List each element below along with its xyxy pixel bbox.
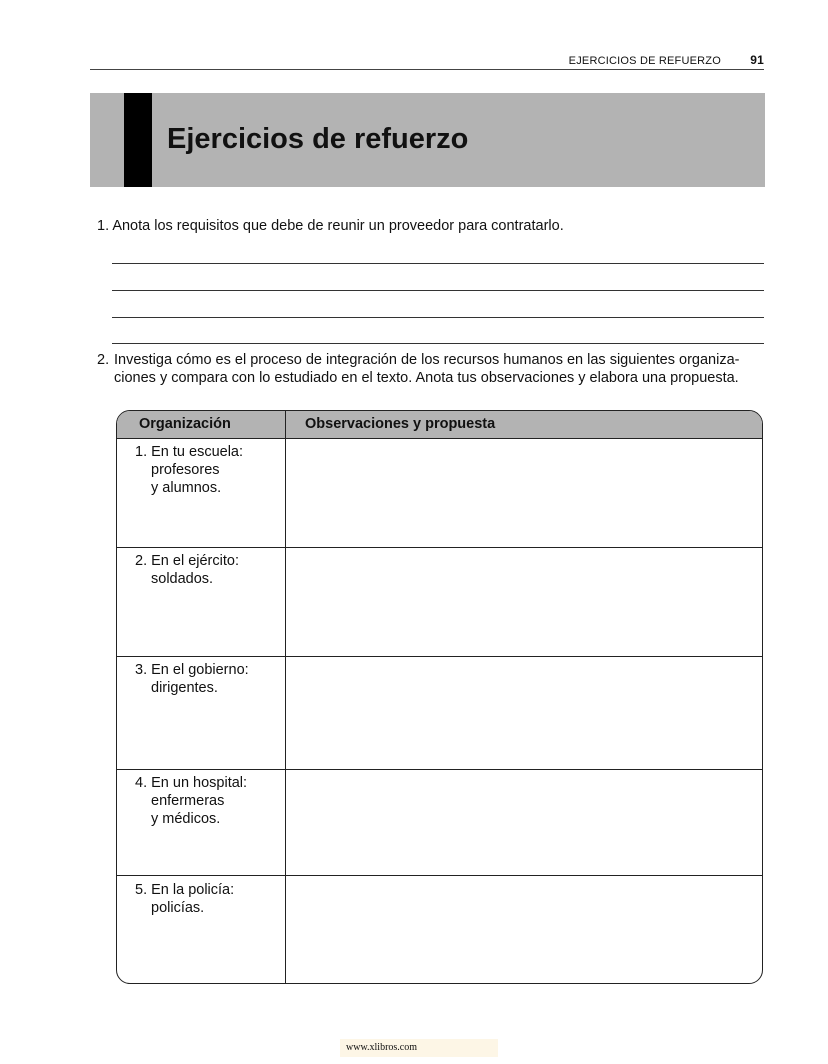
organization-table: [116, 410, 763, 984]
column-header-observations: Observaciones y propuesta: [305, 416, 496, 432]
question-2: [97, 351, 769, 387]
footer-watermark: www.xlibros.com: [340, 1039, 498, 1057]
answer-cell-school[interactable]: [287, 440, 762, 546]
organization-cell-army: [135, 552, 280, 588]
page-number: 91: [750, 53, 764, 67]
cell-line: policías.: [151, 900, 205, 916]
question-2-text: Investiga cómo es el proceso de integración de los recursos humanos en las siguientes organiza-ciones y compara con lo estudiado en el texto. Anota tus observaciones y elabora una propuesta.: [114, 352, 740, 386]
banner-accent-bar: [124, 93, 152, 187]
answer-line[interactable]: [112, 343, 764, 344]
section-title: EJERCICIOS DE REFUERZO: [568, 55, 721, 67]
cell-line: 3. En el gobierno:: [135, 662, 249, 678]
column-header-organization: Organización: [139, 416, 231, 432]
question-2-number: 2.: [97, 352, 110, 368]
answer-cell-army[interactable]: [287, 548, 762, 655]
organization-cell-government: [135, 661, 280, 697]
title-banner: [90, 93, 765, 187]
question-1: 1. Anota los requisitos que debe de reunir un proveedor para contratarlo.: [97, 218, 564, 234]
table-header: [117, 411, 762, 439]
answer-line[interactable]: [112, 317, 764, 318]
cell-line: enfermeras: [151, 793, 225, 809]
cell-line: 2. En el ejército:: [135, 553, 239, 569]
cell-line: soldados.: [151, 571, 214, 587]
cell-line: 1. En tu escuela:: [135, 444, 244, 460]
answer-line[interactable]: [112, 290, 764, 291]
answer-line[interactable]: [112, 263, 764, 264]
organization-cell-hospital: [135, 774, 280, 828]
column-divider: [285, 411, 286, 983]
answer-cell-government[interactable]: [287, 657, 762, 768]
answer-cell-police[interactable]: [287, 876, 762, 982]
page-title: Ejercicios de refuerzo: [167, 123, 469, 155]
cell-line: 4. En un hospital:: [135, 775, 248, 791]
cell-line: y alumnos.: [151, 480, 222, 496]
organization-cell-school: [135, 443, 280, 497]
cell-line: profesores: [151, 462, 220, 478]
running-header: [90, 52, 764, 70]
answer-cell-hospital[interactable]: [287, 770, 762, 874]
cell-line: y médicos.: [151, 811, 221, 827]
organization-cell-police: [135, 881, 280, 917]
cell-line: 5. En la policía:: [135, 882, 235, 898]
cell-line: dirigentes.: [151, 680, 218, 696]
